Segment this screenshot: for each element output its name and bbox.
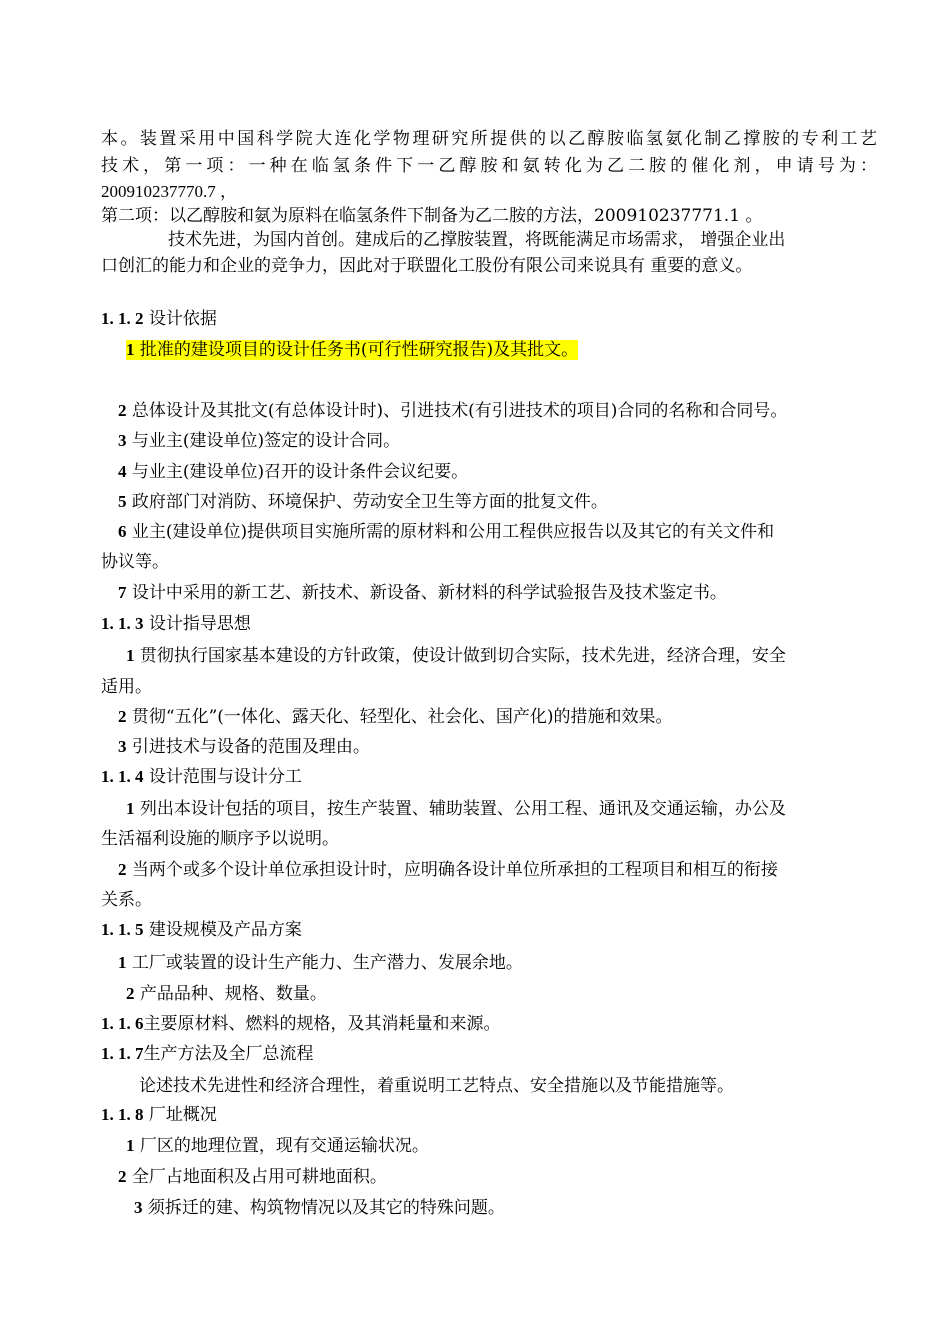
item-number: 2 xyxy=(118,860,127,879)
section-title: 主要原材料、燃料的规格，及其消耗量和来源。 xyxy=(143,1014,501,1034)
item-text: 业主(建设单位)提供项目实施所需的原材料和公用工程供应报告以及其它的有关文件和 xyxy=(131,522,775,542)
list-item xyxy=(118,400,877,422)
list-item xyxy=(118,521,877,543)
list-item xyxy=(118,461,877,483)
section-body: 论述技术先进性和经济合理性，着重说明工艺特点、安全措施以及节能措施等。 xyxy=(139,1076,734,1096)
item-number: 1 xyxy=(126,646,135,665)
section-heading-1-1-5 xyxy=(101,919,877,941)
section-number: 1. 1. 5 xyxy=(101,920,144,939)
item-text: 须拆迁的建、构筑物情况以及其它的特殊问题。 xyxy=(147,1198,505,1218)
section-title: 设计依据 xyxy=(148,309,217,329)
list-item-continuation: 生活福利设施的顺序予以说明。 xyxy=(101,829,339,849)
item-text: 当两个或多个设计单位承担设计时，应明确各设计单位所承担的工程项目和相互的衔接 xyxy=(131,860,778,880)
item-text: 批准的建设项目的设计任务书(可行性研究报告)及其批文。 xyxy=(139,340,579,360)
section-number: 1. 1. 6 xyxy=(101,1014,144,1033)
list-item xyxy=(118,706,877,728)
section-heading-1-1-6 xyxy=(101,1013,877,1035)
section-title: 建设规模及产品方案 xyxy=(148,920,302,940)
list-item-continuation: 适用。 xyxy=(101,677,152,697)
item-number: 6 xyxy=(118,522,127,541)
list-item xyxy=(126,645,877,667)
list-item xyxy=(118,859,877,881)
list-item xyxy=(126,1135,877,1157)
item-number: 3 xyxy=(118,737,127,756)
item-text: 与业主(建设单位)签定的设计合同。 xyxy=(131,431,401,451)
item-number: 1 xyxy=(118,953,127,972)
section-title: 设计范围与设计分工 xyxy=(148,767,302,787)
item-number: 2 xyxy=(118,1167,127,1186)
item-number: 4 xyxy=(118,462,127,481)
item-number: 2 xyxy=(118,707,127,726)
intro-line-4: 第二项：以乙醇胺和氨为原料在临氢条件下制备为乙二胺的方法，200910237771.1 。 xyxy=(101,206,763,226)
list-item xyxy=(118,952,877,974)
section-heading-1-1-2 xyxy=(101,308,877,330)
item-text: 厂区的地理位置，现有交通运输状况。 xyxy=(139,1136,429,1156)
section-title: 设计指导思想 xyxy=(148,614,251,634)
intro-line-5: 技术先进，为国内首创。建成后的乙撑胺装置，将既能满足市场需求， 增强企业出 xyxy=(168,230,786,250)
section-number: 1. 1. 3 xyxy=(101,614,144,633)
section-number: 1. 1. 2 xyxy=(101,309,144,328)
list-item xyxy=(118,1166,877,1188)
list-item xyxy=(126,798,877,820)
section-heading-1-1-8 xyxy=(101,1104,877,1126)
intro-line-3: 200910237770.7 ， xyxy=(101,182,237,201)
list-item xyxy=(118,736,877,758)
item-number: 2 xyxy=(118,401,127,420)
intro-line-1: 本。装置采用中国科学院大连化学物理研究所提供的以乙醇胺临氢氨化制乙撑胺的专利工艺 xyxy=(101,129,877,149)
section-heading-1-1-7 xyxy=(101,1043,877,1065)
list-item xyxy=(134,1197,877,1219)
item-number: 2 xyxy=(126,984,135,1003)
item-number: 3 xyxy=(134,1198,143,1217)
item-number: 1 xyxy=(126,799,135,818)
item-text: 列出本设计包括的项目，按生产装置、辅助装置、公用工程、通讯及交通运输，办公及 xyxy=(139,799,786,819)
list-item-continuation: 协议等。 xyxy=(101,552,169,572)
section-number: 1. 1. 8 xyxy=(101,1105,144,1124)
list-item xyxy=(118,582,877,604)
item-number: 3 xyxy=(118,431,127,450)
item-number: 5 xyxy=(118,492,127,511)
intro-line-6: 口创汇的能力和企业的竞争力，因此对于联盟化工股份有限公司来说具有 重要的意义。 xyxy=(101,256,753,276)
section-number: 1. 1. 4 xyxy=(101,767,144,786)
list-item xyxy=(118,491,877,513)
section-title: 厂址概况 xyxy=(148,1105,217,1125)
item-text: 政府部门对消防、环境保护、劳动安全卫生等方面的批复文件。 xyxy=(131,492,608,512)
list-item-continuation: 关系。 xyxy=(101,890,152,910)
highlighted-text xyxy=(126,340,578,360)
section-number: 1. 1. 7 xyxy=(101,1044,144,1063)
section-heading-1-1-3 xyxy=(101,613,877,635)
item-number: 7 xyxy=(118,583,127,602)
item-text: 贯彻执行国家基本建设的方针政策，使设计做到切合实际，技术先进，经济合理，安全 xyxy=(139,646,786,666)
item-text: 总体设计及其批文(有总体设计时)、引进技术(有引进技术的项目)合同的名称和合同号。 xyxy=(131,401,788,421)
item-text: 全厂占地面积及占用可耕地面积。 xyxy=(131,1167,387,1187)
item-number: 1 xyxy=(126,1136,135,1155)
item-text: 贯彻“五化”(一体化、露天化、轻型化、社会化、国产化)的措施和效果。 xyxy=(131,707,673,727)
intro-line-2: 技术，第一项：一种在临氢条件下一乙醇胺和氨转化为乙二胺的催化剂，申请号为： xyxy=(101,156,877,176)
section-heading-1-1-4 xyxy=(101,766,877,788)
section-title: 生产方法及全厂总流程 xyxy=(143,1044,314,1064)
item-number: 1 xyxy=(126,340,135,359)
item-text: 引进技术与设备的范围及理由。 xyxy=(131,737,370,757)
list-item xyxy=(118,430,877,452)
list-item xyxy=(126,339,877,361)
item-text: 与业主(建设单位)召开的设计条件会议纪要。 xyxy=(131,462,469,482)
item-text: 设计中采用的新工艺、新技术、新设备、新材料的科学试验报告及技术鉴定书。 xyxy=(131,583,727,603)
item-text: 产品品种、规格、数量。 xyxy=(139,984,327,1004)
list-item xyxy=(126,983,877,1005)
item-text: 工厂或装置的设计生产能力、生产潜力、发展余地。 xyxy=(131,953,523,973)
